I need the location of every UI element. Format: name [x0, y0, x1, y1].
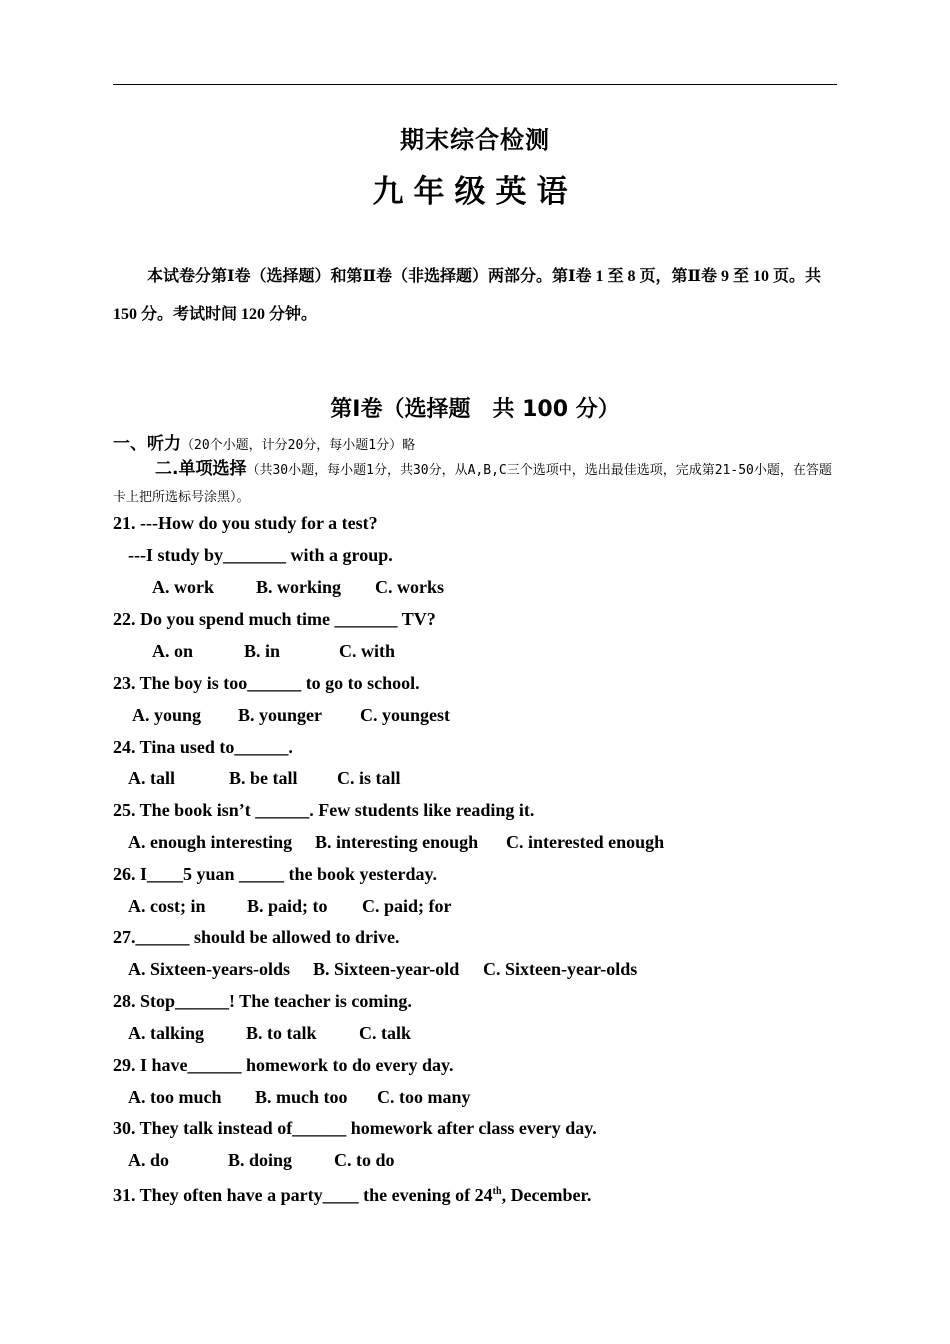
option-b: B. working [256, 577, 342, 597]
option-a: A. too much [128, 1087, 222, 1107]
header-rule [113, 84, 837, 85]
question-24: 24. Tina used to______. [113, 737, 293, 757]
option-c: C. is tall [337, 768, 401, 788]
question-31-tail: , December. [501, 1185, 592, 1205]
section-single-choice-note: （共30小题，每小题1分，共30分，从A,B,C三个选项中，选出最佳选项，完成第21-50小题，在答题卡上把所选标号涂黑）。 [113, 463, 832, 505]
option-c: C. paid; for [362, 896, 452, 916]
option-b: B. Sixteen-year-old [313, 959, 460, 979]
option-b: B. doing [228, 1150, 293, 1170]
question-31 [113, 1182, 591, 1205]
question-21: 21. ---How do you study for a test? [113, 513, 378, 533]
option-a: A. on [152, 641, 194, 661]
section-listening-heading: 一、听力 [113, 434, 181, 454]
question-28: 28. Stop______! The teacher is coming. [113, 991, 412, 1011]
question-30-options [128, 1150, 395, 1170]
option-a: A. do [128, 1150, 170, 1170]
exam-intro: 本试卷分第Ⅰ卷（选择题）和第Ⅱ卷（非选择题）两部分。第Ⅰ卷 1 至 8 页，第Ⅱ卷 9 至 10 页。共 150 分。考试时间 120 分钟。 [113, 268, 821, 323]
option-c: C. works [375, 577, 445, 597]
question-21-options [152, 577, 444, 597]
question-31-sup: th [492, 1186, 502, 1197]
option-a: A. young [132, 705, 202, 725]
option-c: C. talk [359, 1023, 412, 1043]
option-a: A. talking [128, 1023, 205, 1043]
part-one-title: 第Ⅰ卷（选择题 共 100 分） [330, 397, 620, 422]
question-27-options [128, 959, 637, 979]
question-31-text: 31. They often have a party____ the evening of 24 [113, 1185, 493, 1205]
section-single-choice-heading: 二.单项选择 [155, 459, 247, 479]
exam-subject: 九年级英语 [372, 174, 578, 210]
question-26-options [128, 896, 452, 916]
question-21-line2: ---I study by_______ with a group. [128, 545, 393, 565]
option-b: B. in [244, 641, 281, 661]
option-c: C. to do [334, 1150, 395, 1170]
option-c: C. too many [377, 1087, 471, 1107]
question-22: 22. Do you spend much time _______ TV? [113, 609, 436, 629]
question-25-options [128, 832, 664, 852]
option-c: C. with [339, 641, 396, 661]
option-a: A. tall [128, 768, 175, 788]
option-b: B. to talk [246, 1023, 317, 1043]
option-c: C. Sixteen-year-olds [483, 959, 638, 979]
exam-title: 期末综合检测 [400, 126, 550, 154]
option-b: B. much too [255, 1087, 348, 1107]
section-single-choice [113, 456, 843, 511]
question-29-options [128, 1087, 471, 1107]
question-22-options [152, 641, 395, 661]
question-28-options [128, 1023, 411, 1043]
question-23-options [132, 705, 450, 725]
option-a: A. work [152, 577, 214, 597]
option-b: B. interesting enough [315, 832, 479, 852]
option-c: C. youngest [360, 705, 451, 725]
option-b: B. paid; to [247, 896, 328, 916]
question-30: 30. They talk instead of______ homework after class every day. [113, 1118, 597, 1138]
option-a: A. cost; in [128, 896, 206, 916]
option-b: B. be tall [229, 768, 298, 788]
option-a: A. enough interesting [128, 832, 293, 852]
section-listening [113, 429, 415, 454]
option-b: B. younger [238, 705, 323, 725]
question-25: 25. The book isn’t ______. Few students like reading it. [113, 800, 535, 820]
option-a: A. Sixteen-years-olds [128, 959, 290, 979]
section-listening-note: （20个小题，计分20分，每小题1分）略 [181, 438, 416, 453]
question-26: 26. I____5 yuan _____ the book yesterday. [113, 864, 438, 884]
question-29: 29. I have______ homework to do every day. [113, 1055, 454, 1075]
option-c: C. interested enough [506, 832, 665, 852]
question-27: 27.______ should be allowed to drive. [113, 927, 400, 947]
question-23: 23. The boy is too______ to go to school. [113, 673, 420, 693]
question-24-options [128, 768, 401, 788]
